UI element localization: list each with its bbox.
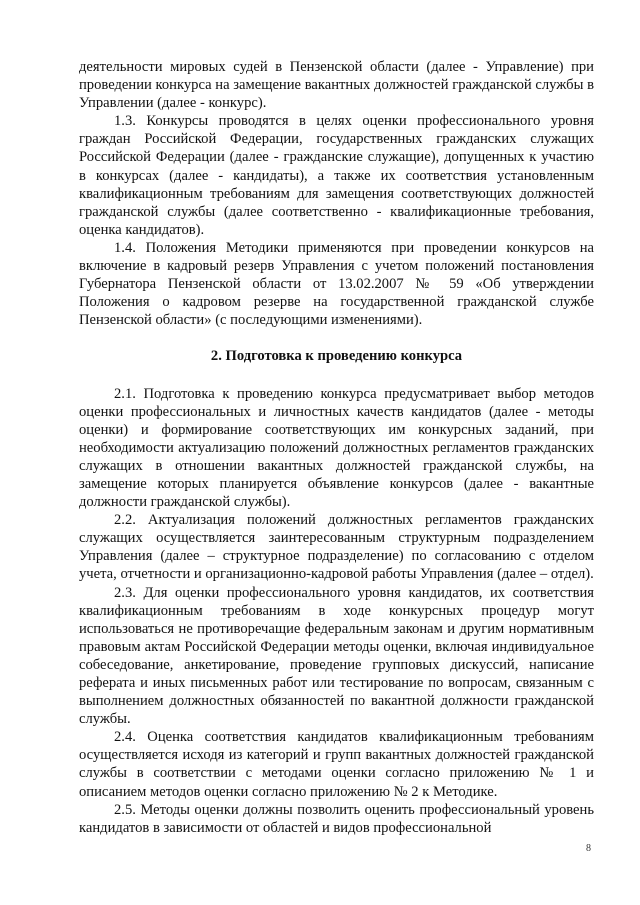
document-body-after-heading bbox=[79, 385, 594, 837]
paragraph: 2.2. Актуализация положений должностных регламентов гражданских служащих осуществляется заинтересованным структурным подразделением Управления (далее – структурное подразделение) по согласованию с отделом учета, отчетности и организационно-кадровой работы Управления (далее – отдел). bbox=[79, 512, 594, 583]
paragraph: деятельности мировых судей в Пензенской области (далее - Управление) при проведении конкурса на замещение вакантных должностей гражданской службы в Управлении (далее - конкурс). bbox=[79, 59, 594, 112]
page-number: 8 bbox=[586, 843, 591, 854]
section-heading: 2. Подготовка к проведению конкурса bbox=[210, 348, 463, 365]
paragraph: 2.5. Методы оценки должны позволить оценить профессиональный уровень кандидатов в зависимости от областей и видов профессиональной bbox=[79, 801, 594, 836]
paragraph: 2.3. Для оценки профессионального уровня кандидатов, их соответствия квалификационным требованиям в ходе конкурсных процедур могут использоваться не противоречащие федеральным законам и другим нормативным правовым актам Российской Федерации методы оценки, включая индивидуальное собеседование, анкетирование, проведение групповых дискуссий, написание реферата и иных письменных работ или тестирование по вопросам, связанным с выполнением должностных обязанностей по вакантной должности гражданской службы. bbox=[79, 584, 594, 728]
document-body-before-heading bbox=[79, 58, 594, 329]
paragraph: 1.3. Конкурсы проводятся в целях оценки профессионального уровня граждан Российской Федерации, государственных гражданских служащих Российской Федерации (далее - гражданские служащие), допущенных к участию в конкурсах (далее - кандидаты), а также их соответствия установленным квалификационным требованиям для замещения соответствующих должностей гражданской службы (далее соответственно - квалификационные требования, оценка кандидатов). bbox=[79, 113, 594, 238]
paragraph: 2.1. Подготовка к проведению конкурса предусматривает выбор методов оценки профессиональных и личностных качеств кандидатов (далее - методы оценки) и формирование соответствующих им конкурсных заданий, при необходимости актуализацию положений должностных регламентов гражданских служащих в отношении вакантных должностей гражданской службы, на замещение которых планируется объявление конкурсов (далее - вакантные должности гражданской службы). bbox=[79, 385, 594, 511]
paragraph: 2.4. Оценка соответствия кандидатов квалификационным требованиям осуществляется исходя из категорий и групп вакантных должностей гражданской службы в соответствии с методами оценки согласно приложению № 1 и описанием методов оценки согласно приложению № 2 к Методике. bbox=[79, 729, 594, 800]
document-page bbox=[79, 58, 594, 837]
paragraph: 1.4. Положения Методики применяются при проведении конкурсов на включение в кадровый резерв Управления с учетом положений постановления Губернатора Пензенской области от 13.02.2007 № 59 «Об утверждении Положения о кадровом резерве на государственной гражданской службе Пензенской области» (с последующими изменениями). bbox=[79, 239, 594, 329]
